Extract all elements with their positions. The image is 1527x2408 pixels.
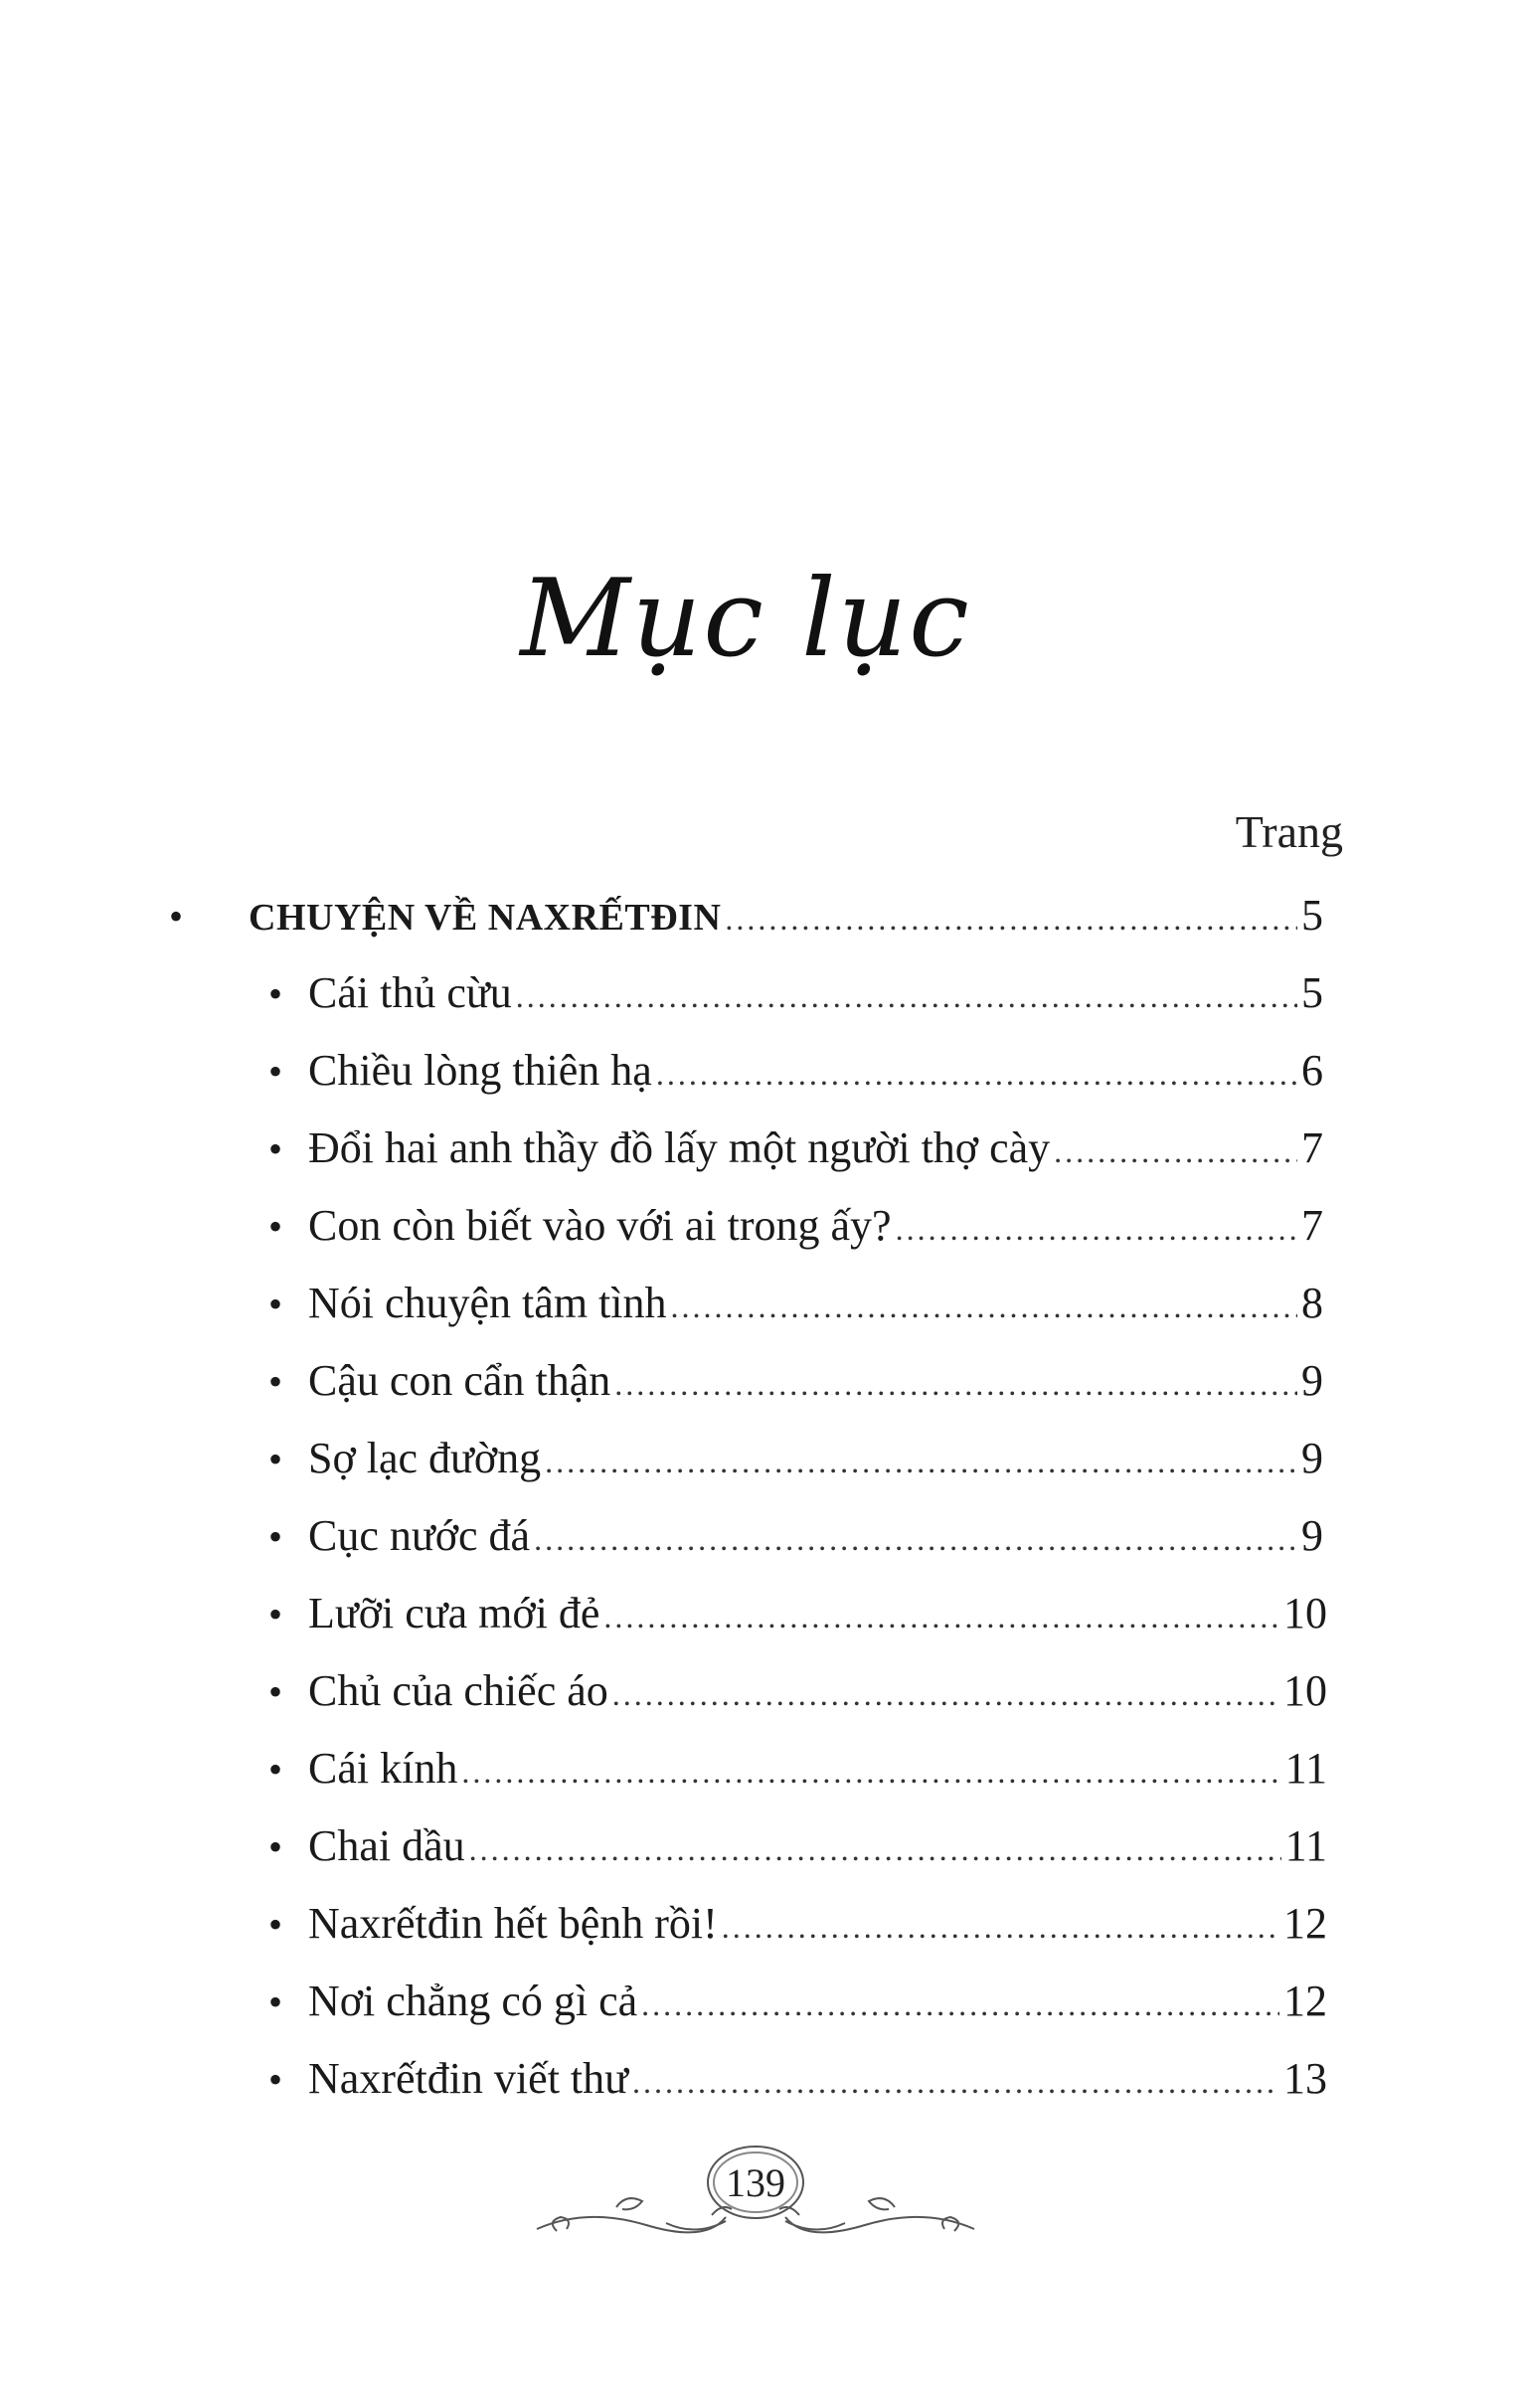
toc-entry[interactable] [169, 2053, 1327, 2131]
bullet-icon: • [268, 1979, 283, 2024]
toc-entry-label: Lưỡi cưa mới đẻ [308, 1589, 600, 1637]
toc-entry-label: Chủ của chiếc áo [308, 1666, 608, 1715]
toc-page-number: 11 [1284, 1744, 1327, 1793]
bullet-icon: • [268, 1902, 283, 1947]
table-of-contents [169, 890, 1327, 2131]
bullet-icon: • [268, 1437, 283, 1481]
page-footer-ornament [527, 2138, 984, 2257]
dot-leader [534, 1521, 1297, 1558]
toc-page-number: 6 [1301, 1046, 1323, 1095]
toc-page-number: 9 [1301, 1511, 1323, 1560]
toc-entry-label: Nơi chẳng có gì cả [308, 1977, 638, 2025]
bullet-icon: • [268, 1824, 283, 1869]
dot-leader [656, 1056, 1297, 1093]
bullet-icon: • [268, 1049, 283, 1094]
toc-section[interactable] [169, 890, 1327, 967]
toc-page-number: 8 [1301, 1279, 1323, 1327]
page-title: Mục lục [520, 557, 971, 681]
toc-entry-label: Naxrếtđin hết bệnh rồi! [308, 1899, 718, 1948]
bullet-icon: • [268, 1669, 283, 1714]
toc-entry[interactable] [169, 1898, 1327, 1976]
toc-entry-label: Con còn biết vào với ai trong ấy? [308, 1201, 892, 1250]
bullet-icon: • [268, 2057, 283, 2102]
toc-entry[interactable] [169, 1510, 1327, 1588]
dot-leader [461, 1754, 1280, 1791]
toc-page-number: 5 [1301, 968, 1323, 1017]
toc-page-number: 10 [1283, 1589, 1327, 1637]
toc-page-number: 12 [1283, 1977, 1327, 2025]
toc-page-number: 7 [1301, 1123, 1323, 1172]
page-number: 139 [726, 2160, 785, 2205]
toc-entry[interactable] [169, 1122, 1327, 1200]
page-column-label: Trang [1235, 806, 1343, 857]
toc-page-number: 11 [1284, 1821, 1327, 1870]
bullet-icon: • [268, 1204, 283, 1249]
toc-entry-label: Cái kính [308, 1744, 458, 1793]
toc-entry[interactable] [169, 1743, 1327, 1820]
toc-entry-label: Nói chuyện tâm tình [308, 1279, 667, 1327]
toc-entry-label: Chai dầu [308, 1821, 465, 1870]
toc-page-number: 5 [1301, 891, 1323, 940]
dot-leader [896, 1211, 1297, 1248]
toc-entry[interactable] [169, 1433, 1327, 1510]
toc-entry[interactable] [169, 1976, 1327, 2053]
toc-entry[interactable] [169, 1278, 1327, 1355]
toc-entry[interactable] [169, 1820, 1327, 1898]
toc-entry[interactable] [169, 1200, 1327, 1278]
dot-leader [722, 1909, 1279, 1946]
toc-entry-label: Cậu con cẩn thận [308, 1356, 611, 1405]
toc-entry[interactable] [169, 1665, 1327, 1743]
bullet-icon: • [268, 1126, 283, 1171]
toc-entry-label: Sợ lạc đường [308, 1434, 542, 1482]
toc-page-number: 9 [1301, 1356, 1323, 1405]
dot-leader [516, 978, 1297, 1015]
dot-leader [725, 901, 1297, 938]
toc-entry-label: Đổi hai anh thầy đồ lấy một người thợ cày [308, 1123, 1051, 1172]
dot-leader [641, 1986, 1279, 2023]
dot-leader [614, 1366, 1297, 1403]
bullet-icon: • [268, 1359, 283, 1404]
bullet-icon: • [268, 1514, 283, 1559]
toc-entry-label: Cục nước đá [308, 1511, 531, 1560]
bullet-icon: • [268, 1747, 283, 1792]
dot-leader [1054, 1133, 1297, 1170]
toc-entry-label: Cái thủ cừu [308, 968, 512, 1017]
toc-page-number: 7 [1301, 1201, 1323, 1250]
toc-entry[interactable] [169, 967, 1327, 1045]
dot-leader [545, 1444, 1297, 1480]
bullet-icon: • [169, 894, 184, 939]
bullet-icon: • [268, 971, 283, 1016]
toc-entry[interactable] [169, 1355, 1327, 1433]
dot-leader [603, 1599, 1279, 1635]
toc-entry[interactable] [169, 1045, 1327, 1122]
toc-entry-label: Naxrếtđin viết thư [308, 2054, 628, 2103]
toc-entry[interactable] [169, 1588, 1327, 1665]
toc-page-number: 13 [1283, 2054, 1327, 2103]
toc-entry-label: Chiều lòng thiên hạ [308, 1046, 652, 1095]
dot-leader [469, 1831, 1281, 1868]
bullet-icon: • [268, 1282, 283, 1326]
toc-section-label: CHUYỆN VỀ NAXRẾTĐIN [249, 897, 722, 939]
dot-leader [671, 1289, 1298, 1325]
dot-leader [612, 1676, 1279, 1713]
toc-page-number: 12 [1283, 1899, 1327, 1948]
dot-leader [632, 2064, 1279, 2101]
toc-page-number: 10 [1283, 1666, 1327, 1715]
toc-page-number: 9 [1301, 1434, 1323, 1482]
bullet-icon: • [268, 1592, 283, 1636]
